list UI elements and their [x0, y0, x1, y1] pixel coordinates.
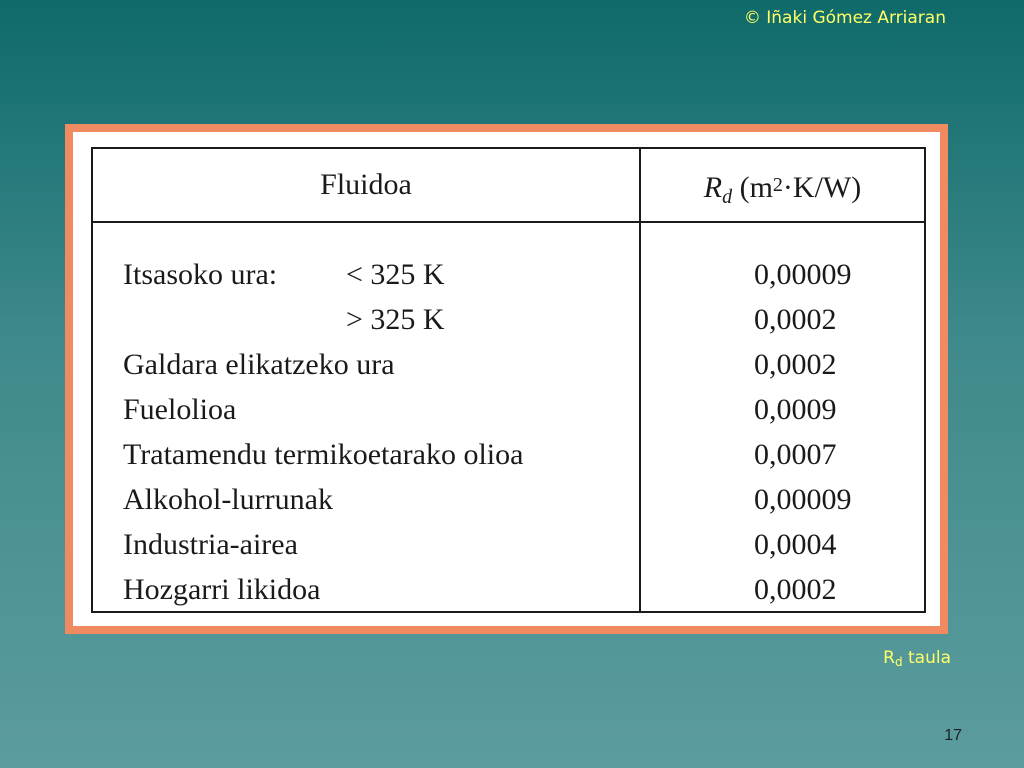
rd-value: 0,0004: [754, 528, 837, 561]
fluid-name: Itsasoko ura:: [123, 258, 278, 291]
table-row: [93, 302, 924, 347]
rd-value: 0,0002: [754, 348, 837, 381]
table-row: [93, 437, 924, 482]
column-header-fluid: Fluidoa: [320, 168, 412, 201]
rd-value: 0,00009: [754, 483, 852, 516]
table-row: [93, 482, 924, 527]
rd-value: 0,0002: [754, 303, 837, 336]
table-frame: [65, 124, 948, 634]
rd-unit-end: ·K/W): [782, 171, 862, 204]
rd-symbol: R: [703, 171, 723, 204]
copyright-notice: © Iñaki Gómez Arriaran: [743, 8, 946, 28]
rd-value: 0,00009: [754, 258, 852, 291]
fluid-name: Hozgarri likidoa: [123, 573, 321, 606]
table-row: [93, 347, 924, 392]
fluid-condition: < 325 K: [346, 258, 445, 291]
table-row: [93, 572, 924, 617]
table-row: [93, 257, 924, 302]
table-row: [93, 527, 924, 572]
caption-symbol: R: [883, 648, 895, 668]
fluid-condition: > 325 K: [346, 303, 445, 336]
header-divider: [93, 221, 924, 223]
column-header-rd: [641, 167, 924, 215]
caption-text: taula: [902, 648, 951, 668]
fluid-name: Galdara elikatzeko ura: [123, 348, 395, 381]
rd-value: 0,0002: [754, 573, 837, 606]
page-number: 17: [944, 727, 962, 744]
fluid-name: Tratamendu termikoetarako olioa: [123, 438, 524, 471]
fluid-name: Alkohol-lurrunak: [123, 483, 333, 516]
table-body: [93, 257, 924, 617]
table-row: [93, 392, 924, 437]
fluid-name: Industria-airea: [123, 528, 298, 561]
rd-value: 0,0007: [754, 438, 837, 471]
fouling-resistance-table: [91, 147, 926, 613]
table-caption: [883, 648, 951, 669]
rd-subscript: d: [722, 186, 733, 208]
rd-unit-start: (m: [739, 171, 773, 204]
rd-unit-exponent: 2: [772, 174, 783, 196]
caption-subscript: d: [894, 655, 903, 669]
rd-value: 0,0009: [754, 393, 837, 426]
fluid-name: Fuelolioa: [123, 393, 237, 426]
